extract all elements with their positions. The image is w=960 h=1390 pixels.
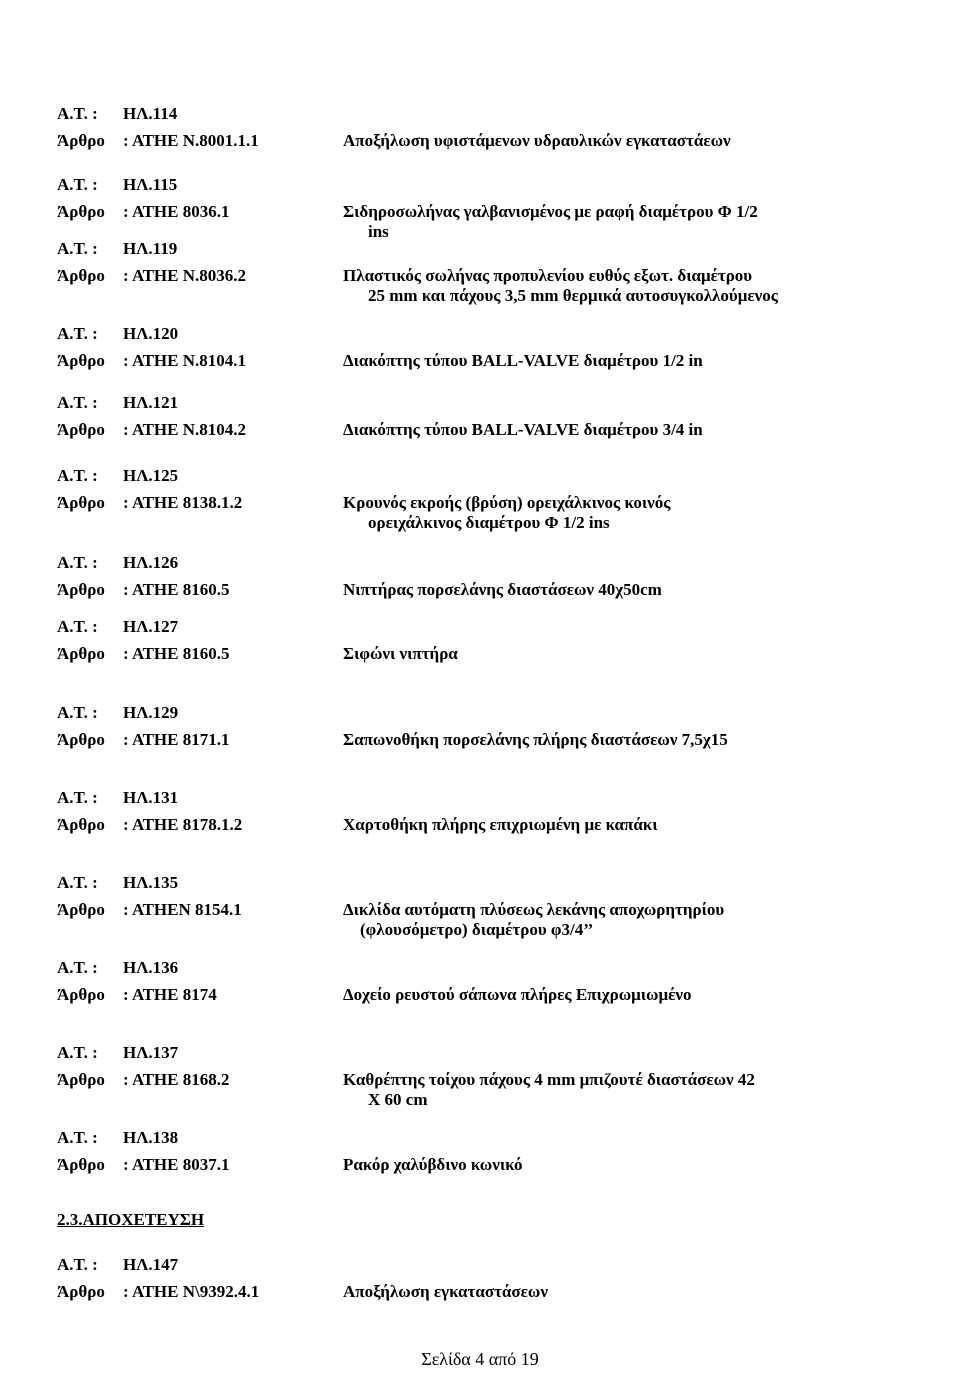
item-description: Σιφώνι νιπτήρα <box>343 644 458 663</box>
arthro-label: Άρθρο <box>57 1282 105 1301</box>
atoe-code: : ΑΤΗΕ 8168.2 <box>123 1070 230 1089</box>
item-description: Σαπωνοθήκη πορσελάνης πλήρης διαστάσεων 7,5χ15 <box>343 730 728 749</box>
at-label: Α.Τ. : <box>57 104 98 123</box>
atoe-code: : ΑΤΗΕ 8160.5 <box>123 580 230 599</box>
atoe-code: : ΑΤΗΕ 8171.1 <box>123 730 230 749</box>
item-code: ΗΛ.131 <box>123 788 179 807</box>
arthro-label: Άρθρο <box>57 985 105 1004</box>
atoe-code: : ΑΤΗΕ Ν.8104.2 <box>123 420 247 439</box>
atoe-code: : ΑΤΗΕ 8037.1 <box>123 1155 230 1174</box>
arthro-label: Άρθρο <box>57 730 105 749</box>
item-code: ΗΛ.121 <box>123 393 179 412</box>
item-description: Διακόπτης τύπου BALL-VALVE διαμέτρου 3/4 in <box>343 420 703 439</box>
arthro-label: Άρθρο <box>57 1070 105 1089</box>
atoe-code: : ΑΤΗΕ Ν.8036.2 <box>123 266 247 285</box>
at-label: Α.Τ. : <box>57 553 98 572</box>
item-description: Πλαστικός σωλήνας προπυλενίου ευθύς εξωτ. διαμέτρου <box>343 266 753 285</box>
item-description-cont: ins <box>368 222 389 241</box>
at-label: Α.Τ. : <box>57 324 98 343</box>
at-label: Α.Τ. : <box>57 239 98 258</box>
at-label: Α.Τ. : <box>57 175 98 194</box>
arthro-label: Άρθρο <box>57 580 105 599</box>
item-description: Διακόπτης τύπου BALL-VALVE διαμέτρου 1/2 in <box>343 351 703 370</box>
at-label: Α.Τ. : <box>57 1128 98 1147</box>
page-footer: Σελίδα 4 από 19 <box>421 1349 539 1369</box>
atoe-code: : ΑΤΗΕ 8178.1.2 <box>123 815 243 834</box>
atoe-code: : ΑΤΗΕΝ 8154.1 <box>123 900 242 919</box>
at-label: Α.Τ. : <box>57 617 98 636</box>
item-description-cont: Χ 60 cm <box>368 1090 428 1109</box>
item-description: Νιπτήρας πορσελάνης διαστάσεων 40χ50cm <box>343 580 662 599</box>
arthro-label: Άρθρο <box>57 900 105 919</box>
item-code: ΗΛ.125 <box>123 466 179 485</box>
item-description: Δοχείο ρευστού σάπωνα πλήρες Επιχρωμιωμένο <box>343 985 692 1004</box>
item-description-cont: ορειχάλκινος διαμέτρου Φ 1/2 ins <box>368 513 610 532</box>
item-code: ΗΛ.137 <box>123 1043 179 1062</box>
item-description: Σιδηροσωλήνας γαλβανισμένος με ραφή διαμέτρου Φ 1/2 <box>343 202 758 221</box>
item-description-cont: 25 mm και πάχους 3,5 mm θερμικά αυτοσυγκολλούμενος <box>368 286 778 305</box>
atoe-code: : ΑΤΗΕ Ν.8001.1.1 <box>123 131 259 150</box>
item-description: Χαρτοθήκη πλήρης επιχριωμένη με καπάκι <box>343 815 658 834</box>
item-description: Δικλίδα αυτόματη πλύσεως λεκάνης αποχωρητηρίου <box>343 900 725 919</box>
arthro-label: Άρθρο <box>57 493 105 512</box>
arthro-label: Άρθρο <box>57 1155 105 1174</box>
arthro-label: Άρθρο <box>57 420 105 439</box>
item-code: ΗΛ.127 <box>123 617 179 636</box>
arthro-label: Άρθρο <box>57 815 105 834</box>
at-label: Α.Τ. : <box>57 466 98 485</box>
at-label: Α.Τ. : <box>57 788 98 807</box>
arthro-label: Άρθρο <box>57 266 105 285</box>
item-description: Κρουνός εκροής (βρύση) ορειχάλκινος κοινός <box>343 493 671 512</box>
item-code: ΗΛ.114 <box>123 104 178 123</box>
item-code: ΗΛ.126 <box>123 553 179 572</box>
item-description: Ρακόρ χαλύβδινο κωνικό <box>343 1155 523 1174</box>
item-code: ΗΛ.120 <box>123 324 179 343</box>
item-description: Καθρέπτης τοίχου πάχους 4 mm μπιζουτέ διαστάσεων 42 <box>343 1070 755 1089</box>
atoe-code: : ΑΤΗΕ 8138.1.2 <box>123 493 243 512</box>
arthro-label: Άρθρο <box>57 202 105 221</box>
atoe-code: : ΑΤΗΕ 8036.1 <box>123 202 230 221</box>
arthro-label: Άρθρο <box>57 644 105 663</box>
item-code: ΗΛ.147 <box>123 1255 179 1274</box>
item-description: Αποξήλωση υφιστάμενων υδραυλικών εγκαταστάεων <box>343 131 731 150</box>
item-code: ΗΛ.136 <box>123 958 179 977</box>
arthro-label: Άρθρο <box>57 131 105 150</box>
atoe-code: : ΑΤΗΕ 8160.5 <box>123 644 230 663</box>
arthro-label: Άρθρο <box>57 351 105 370</box>
at-label: Α.Τ. : <box>57 873 98 892</box>
item-code: ΗΛ.138 <box>123 1128 179 1147</box>
atoe-code: : ΑΤΗΕ 8174 <box>123 985 217 1004</box>
at-label: Α.Τ. : <box>57 393 98 412</box>
atoe-code: : ΑΤΗΕ Ν.8104.1 <box>123 351 247 370</box>
item-description-cont: (φλουσόμετρο) διαμέτρου φ3/4’’ <box>360 920 594 939</box>
item-code: ΗΛ.119 <box>123 239 178 258</box>
at-label: Α.Τ. : <box>57 703 98 722</box>
at-label: Α.Τ. : <box>57 1255 98 1274</box>
item-code: ΗΛ.115 <box>123 175 178 194</box>
at-label: Α.Τ. : <box>57 958 98 977</box>
atoe-code: : ΑΤΗΕ Ν\9392.4.1 <box>123 1282 260 1301</box>
at-label: Α.Τ. : <box>57 1043 98 1062</box>
item-code: ΗΛ.135 <box>123 873 179 892</box>
item-description: Αποξήλωση εγκαταστάσεων <box>343 1282 548 1301</box>
item-code: ΗΛ.129 <box>123 703 179 722</box>
section-heading: 2.3.ΑΠΟΧΕΤΕΥΣΗ <box>57 1210 205 1229</box>
